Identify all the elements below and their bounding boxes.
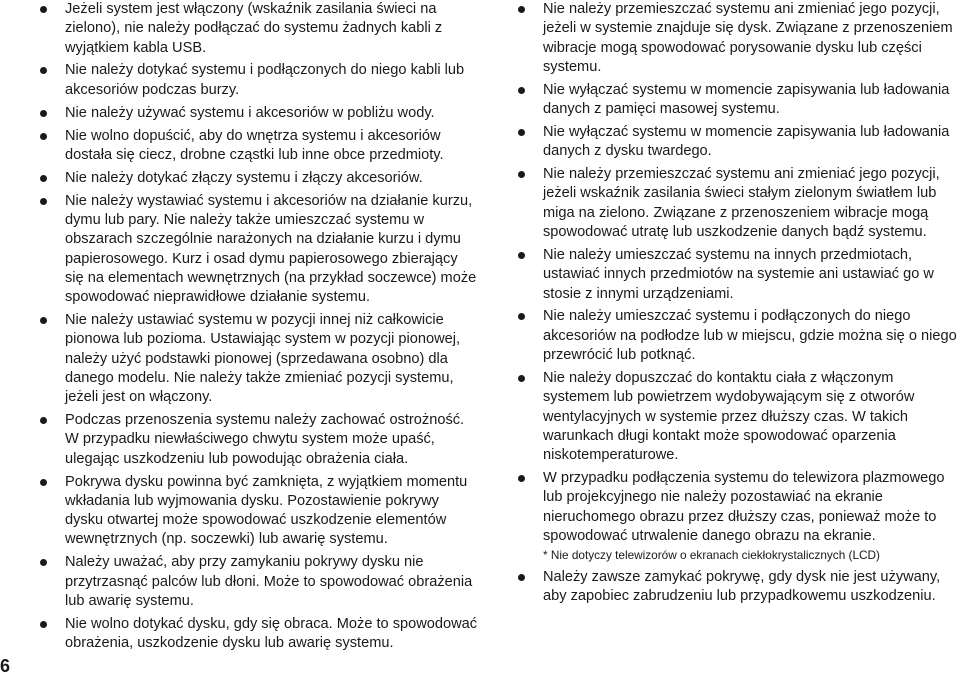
list-item: Podczas przenoszenia systemu należy zachować ostrożność. W przypadku niewłaściwego chwytu system może upaść, ulegając uszkodzeniu lub powodując obrażenia ciała. [38,411,478,469]
list-item: Nie należy dopuszczać do kontaktu ciała z włączonym systemem lub powietrzem wydobywającym się z otworów wentylacyjnych w systemie przez dłuższy czas. W takich warunkach długi kontakt może spowodować oparzenia niskotemperaturowe. [516,369,960,465]
page-number: 6 [0,656,11,676]
list-item: Nie wyłączać systemu w momencie zapisywania lub ładowania danych z pamięci masowej systemu. [516,81,960,120]
list-item: Nie wyłączać systemu w momencie zapisywania lub ładowania danych z dysku twardego. [516,123,960,162]
list-item [516,469,960,564]
safety-list-right [516,0,960,606]
list-item: Należy zawsze zamykać pokrywę, gdy dysk nie jest używany, aby zapobiec zabrudzeniu lub przypadkowemu uszkodzeniu. [516,568,960,607]
list-item: Nie należy umieszczać systemu na innych przedmiotach, ustawiać innych przedmiotów na systemie ani ustawiać go w stosie z innymi urządzeniami. [516,246,960,304]
list-item: Nie należy dotykać złączy systemu i złączy akcesoriów. [38,169,478,188]
list-item: Nie należy wystawiać systemu i akcesoriów na działanie kurzu, dymu lub pary. Nie należy także umieszczać systemu w obszarach szczególnie narażonych na działanie kurzu i dymu papierosowego. Kurz i osad dymu papierosowego zbierający się na elementach wewnętrznych (na przykład soczewce) może spowodować nieprawidłowe działanie systemu. [38,192,478,308]
footnote: * Nie dotyczy telewizorów o ekranach ciekłokrystalicznych (LCD) [543,548,880,563]
list-item: Nie należy przemieszczać systemu ani zmieniać jego pozycji, jeżeli w systemie znajduje się dysk. Związane z przenoszeniem wibracje mogą spowodować porysowanie dysku lub części systemu. [516,0,960,77]
list-item: Jeżeli system jest włączony (wskaźnik zasilania świeci na zielono), nie należy podłączać do systemu żadnych kabli z wyjątkiem kabla USB. [38,0,478,58]
right-column [516,0,960,610]
list-item: Należy uważać, aby przy zamykaniu pokrywy dysku nie przytrzasnąć palców lub dłoni. Może to spowodować obrażenia lub awarię systemu. [38,553,478,611]
safety-list-left [38,0,478,653]
left-column [38,0,478,657]
list-item: Pokrywa dysku powinna być zamknięta, z wyjątkiem momentu wkładania lub wyjmowania dysku. Pozostawienie pokrywy dysku otwartej może spowodować uszkodzenie elementów wewnętrznych (np. soczewki) lub awarię systemu. [38,473,478,550]
list-item: Nie należy używać systemu i akcesoriów w pobliżu wody. [38,104,478,123]
list-item: Nie wolno dotykać dysku, gdy się obraca. Może to spowodować obrażenia, uszkodzenie dysku lub awarię systemu. [38,615,478,654]
list-item: Nie wolno dopuścić, aby do wnętrza systemu i akcesoriów dostała się ciecz, drobne cząstki lub inne obce przedmioty. [38,127,478,166]
list-item: Nie należy przemieszczać systemu ani zmieniać jego pozycji, jeżeli wskaźnik zasilania świeci stałym zielonym światłem lub miga na zielono. Związane z przenoszeniem wibracje mogą spowodować utratę lub uszkodzenie danych bądź systemu. [516,165,960,242]
list-item: Nie należy ustawiać systemu w pozycji innej niż całkowicie pionowa lub pozioma. Ustawiając system w pozycji pionowej, należy użyć podstawki pionowej (sprzedawana osobno) dla danego modelu. Nie należy także zmieniać pozycji systemu, jeżeli jest on włączony. [38,311,478,407]
list-item: Nie należy umieszczać systemu i podłączonych do niego akcesoriów na podłodze lub w miejscu, gdzie można się o niego przewrócić lub potknąć. [516,307,960,365]
list-item: Nie należy dotykać systemu i podłączonych do niego kabli lub akcesoriów podczas burzy. [38,61,478,100]
list-item-text: W przypadku podłączenia systemu do telewizora plazmowego lub projekcyjnego nie należy pozostawiać na ekranie nieruchomego obrazu przez dłuższy czas, ponieważ może to spowodować utrwalenie danego obrazu na ekranie. [543,469,945,544]
